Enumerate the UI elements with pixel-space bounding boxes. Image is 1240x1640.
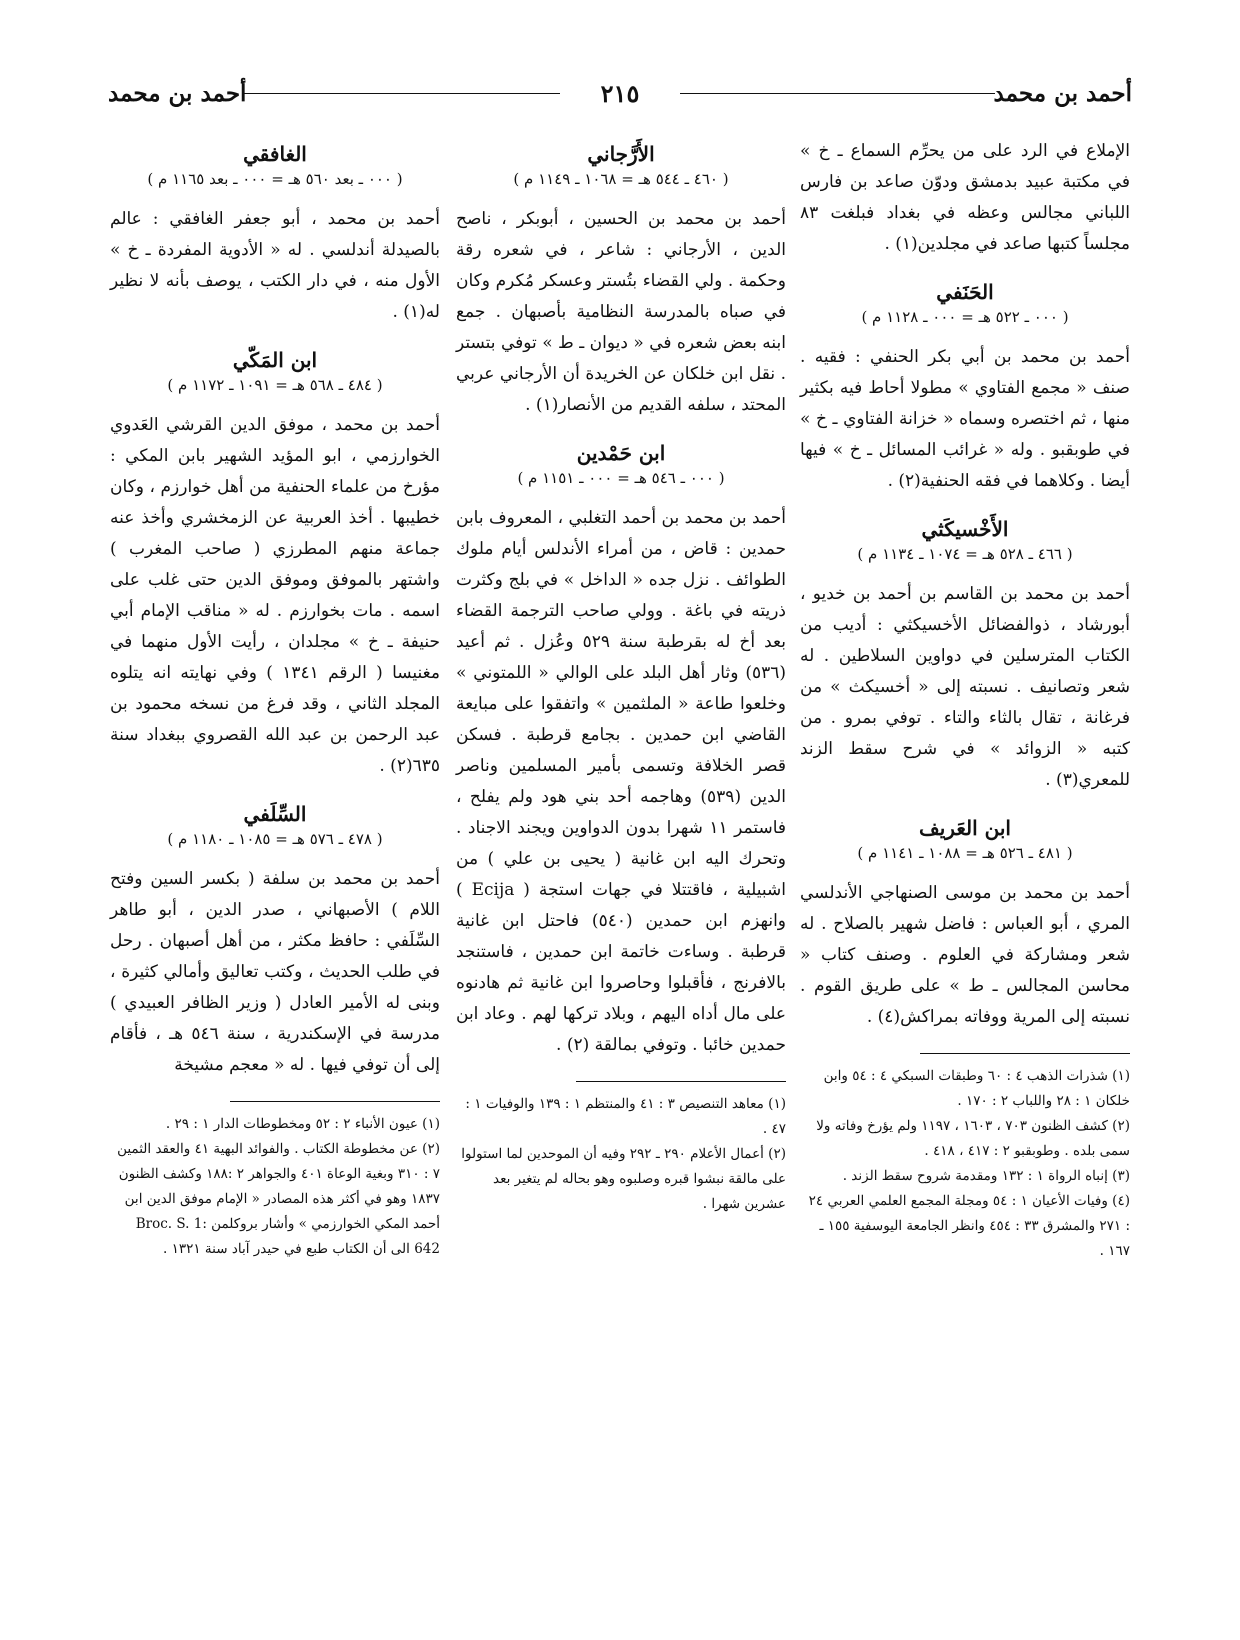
footnotes-right [800, 1064, 1130, 1264]
footnotes-left [110, 1112, 440, 1262]
entry-title: الأَرَّجاني [587, 142, 655, 166]
entry-body: أحمد بن محمد ، موفق الدين القرشي العَدوي الخوارزمي ، ابو المؤيد الشهير بابن المكي : مؤرخ من علماء الحنفية من أهل خوارزم ، وكان خطيبها . أخذ العربية عن الزمخشري وأخذ عنه جماعة منهم المطرزي ( صاحب المغرب ) واشتهر بالموفق وموفق الدين حتى غلب على اسمه . مات بخوارزم . له « مناقب الإمام أبي حنيفة ـ خ » مجلدان ، رأيت الأول منهما في مغنيسا ( الرقم ١٣٤١ ) وفي نهايته انه يتلوه المجلد الثاني ، وقد فرغ من نسخه محمود بن عبد الرحمن بن عبد الله القصروي ببغداد سنة ٦٣٥(٢) . [110, 415, 440, 776]
entry-body: أحمد بن محمد بن سلفة ( بكسر السين وفتح اللام ) الأصبهاني ، صدر الدين ، أبو طاهر السِّلَفي : حافظ مكثر ، من أهل أصبهان . رحل في طلب الحديث ، وكتب تعاليق وأمالي كثيرة ، وبنى له الأمير العادل ( وزير الظافر العبيدي ) مدرسة في الإسكندرية ، سنة ٥٤٦ هـ ، فأقام إلى أن توفي فيها . له « معجم مشيخة [110, 869, 441, 1075]
entry-al-ghafiqi [110, 142, 440, 328]
entry-body: أحمد بن محمد ، أبو جعفر الغافقي : عالم بالصيدلة أندلسي . له « الأدوية المفردة ـ خ » الأول منه ، في دار الكتب ، يوصف بأنه لا نظير له(١) . [110, 209, 440, 322]
entry-al-akhsikathi [800, 517, 1130, 796]
footnote: (٣) إنباه الرواة ١ : ١٣٢ ومقدمة شروح سقط الزند . [842, 1168, 1130, 1184]
running-head-left: أحمد بن محمد [108, 80, 247, 107]
entry-title: ابن العَريف [919, 816, 1011, 840]
entry-body: أحمد بن محمد بن القاسم بن أحمد بن خديو ، أبورشاد ، ذوالفضائل الأخسيكثي : أديب من الكتاب المترسلين في دواوين السلاطين . له شعر وتصانيف . نسبته إلى « أخسيكث » من فرغانة ، تقال بالثاء والتاء . توفي بمرو . من كتبه « الزوائد » في شرح سقط الزند للمعري(٣) . [800, 584, 1130, 790]
entry-title: الحَنَفي [936, 280, 994, 304]
footnote-rule [576, 1081, 786, 1082]
entry-body: أحمد بن محمد بن أبي بكر الحنفي : فقيه . صنف « مجمع الفتاوي » مطولا أحاط فيه بكثير منها ، ثم اختصره وسماه « خزانة الفتاوي ـ خ » في طوبقبو . وله « غرائب المسائل ـ خ » فيها أيضا . وكلاهما في فقه الحنفية(٢) . [800, 347, 1130, 491]
entry-al-arrajani [456, 142, 786, 421]
entry-dates: ( ٤٦٦ ـ ٥٢٨ هـ = ١٠٧٤ ـ ١١٣٤ م ) [857, 545, 1073, 563]
column-left [110, 136, 440, 1262]
entry-dates: ( ٤٧٨ ـ ٥٧٦ هـ = ١٠٨٥ ـ ١١٨٠ م ) [167, 830, 383, 848]
entry-body: أحمد بن محمد بن موسى الصنهاجي الأندلسي المري ، أبو العباس : فاضل شهير بالصلاح . له شعر ومشاركة في العلوم . وصنف كتاب « محاسن المجالس ـ ط » على طريق القوم . نسبته إلى المرية ووفاته بمراكش(٤) . [800, 883, 1130, 1027]
entry-body: أحمد بن محمد بن أحمد التغلبي ، المعروف بابن حمدين : قاض ، من أمراء الأندلس أيام ملوك الطوائف . نزل جده « الداخل » في بلج وكثرت ذريته في باغة . وولي صاحب الترجمة القضاء بعد أخ له بقرطبة سنة ٥٢٩ وعُزل . ثم أعيد (٥٣٦) وثار أهل البلد على الوالي « اللمتوني » وخلعوا طاعة « الملثمين » واتفقوا على مبايعة القاضي ابن حمدين . بجامع قرطبة . فسكن قصر الخلافة وتسمى بأمير المسلمين وناصر الدين (٥٣٩) وهاجمه أحد بني هود ولم يفلح ، فاستمر ١١ شهرا بدون الدواوين ويجند الاجناد . وتحرك اليه ابن غانية ( يحيى بن علي ) من اشبيلية ، فاقتتلا في جهات استجة ( Ecija ) وانهزم ابن حمدين (٥٤٠) فاحتل ابن غانية قرطبة . وساءت خاتمة ابن حمدين ، فاستنجد بالافرنج ، فأقبلوا وحاصروا ابن غانية ثم هادنوه على مال أداه اليهم ، وبلاد تركها لهم . وعاد ابن حمدين خائبا . وتوفي بمالقة (٢) . [456, 508, 786, 1055]
entry-title: الغافقي [243, 142, 307, 166]
footnotes-middle [456, 1092, 786, 1217]
header-rule-right [680, 93, 995, 94]
footnote: (١) معاهد التنصيص ٣ : ٤١ والمنتظم ١ : ١٣٩ والوفيات ١ : ٤٧ . [465, 1096, 786, 1137]
entry-dates: ( ٤٨٤ ـ ٥٦٨ هـ = ١٠٩١ ـ ١١٧٢ م ) [167, 376, 383, 394]
entry-body: الإملاع في الرد على من يحرِّم السماع ـ خ » في مكتبة عبيد بدمشق ودوّن صاعد بن فارس اللباني مجالس وعظه في بغداد فبلغت ٨٣ مجلساً كتبها صاعد في مجلدين(١) . [800, 141, 1130, 254]
entry-body: أحمد بن محمد بن الحسين ، أبوبكر ، ناصح الدين ، الأرجاني : شاعر ، في شعره رقة وحكمة . ولي القضاء بتُستر وعسكر مُكرم وكان في صباه بالمدرسة النظامية بأصبهان . جمع ابنه بعض شعره في « ديوان ـ ط » توفي بتستر . نقل ابن خلكان عن الخريدة أن الأرجاني عربي المحتد ، سلفه القديم من الأنصار(١) . [456, 209, 786, 415]
footnote-rule [230, 1101, 440, 1102]
header-rule-left [242, 93, 560, 94]
entry-dates: ( ٠٠٠ ـ بعد ٥٦٠ هـ = ٠٠٠ ـ بعد ١١٦٥ م ) [147, 170, 403, 188]
entry-dates: ( ٠٠٠ ـ ٥٢٢ هـ = ٠٠٠ ـ ١١٢٨ م ) [861, 308, 1069, 326]
footnote: (٢) كشف الظنون ٧٠٣ ، ١٦٠٣ ، ١١٩٧ ولم يؤرخ وفاته ولا سمى بلده . وطوبقبو ٢ : ٤١٧ ، ٤١٨ . [816, 1118, 1130, 1159]
entry-dates: ( ٤٦٠ ـ ٥٤٤ هـ = ١٠٦٨ ـ ١١٤٩ م ) [513, 170, 729, 188]
entry-title: ابن المَكّي [232, 348, 318, 372]
entry-title: ابن حَمْدين [576, 441, 666, 465]
entry-title: الأَخْسيكَثي [921, 517, 1009, 541]
entry-continuation [800, 136, 1130, 260]
entry-ibn-al-arif [800, 816, 1130, 1033]
entry-title: السِّلَفي [243, 802, 307, 826]
entry-al-hanafi [800, 280, 1130, 497]
footnote: (١) شذرات الذهب ٤ : ٦٠ وطبقات السبكي ٤ : ٥٤ وابن خلكان ١ : ٢٨ واللباب ٢ : ١٧٠ . [823, 1068, 1130, 1109]
page-number: ٢١٥ [600, 79, 640, 108]
column-right [800, 136, 1130, 1264]
column-middle [456, 136, 786, 1217]
entry-dates: ( ٠٠٠ ـ ٥٤٦ هـ = ٠٠٠ ـ ١١٥١ م ) [517, 469, 725, 487]
footnote: (٤) وفيات الأعيان ١ : ٥٤ ومجلة المجمع العلمي العربي ٢٤ : ٢٧١ والمشرق ٣٣ : ٤٥٤ وانظر الجامعة اليوسفية ١٥٥ ـ ١٦٧ . [808, 1193, 1130, 1259]
footnote: (١) عيون الأنباء ٢ : ٥٢ ومخطوطات الدار ١ : ٢٩ . [165, 1116, 440, 1132]
entry-al-silafi [110, 802, 440, 1081]
footnote: (٢) عن مخطوطة الكتاب . والفوائد البهية ٤١ والعقد الثمين ٧ : ٣١٠ وبغية الوعاة ٤٠١ والجواهر ٢ :١٨٨ وكشف الظنون ١٨٣٧ وهو في أكثر هذه المصادر « الإمام موفق الدين ابن أحمد المكي الخوارزمي » وأشار بروكلمن Broc. S. 1: 642 الى أن الكتاب طبع في حيدر آباد سنة ١٣٢١ . [117, 1141, 440, 1257]
entry-dates: ( ٤٨١ ـ ٥٢٦ هـ = ١٠٨٨ ـ ١١٤١ م ) [857, 844, 1073, 862]
entry-ibn-al-makki [110, 348, 440, 782]
footnote: (٢) أعمال الأعلام ٢٩٠ ـ ٢٩٢ وفيه أن الموحدين لما استولوا على مالقة نبشوا قبره وصلبوه وهو بحاله لم يتغير بعد عشرين شهرا . [461, 1146, 786, 1212]
running-head-right: أحمد بن محمد [993, 80, 1132, 107]
footnote-rule [920, 1053, 1130, 1054]
entry-ibn-hamdin [456, 441, 786, 1061]
